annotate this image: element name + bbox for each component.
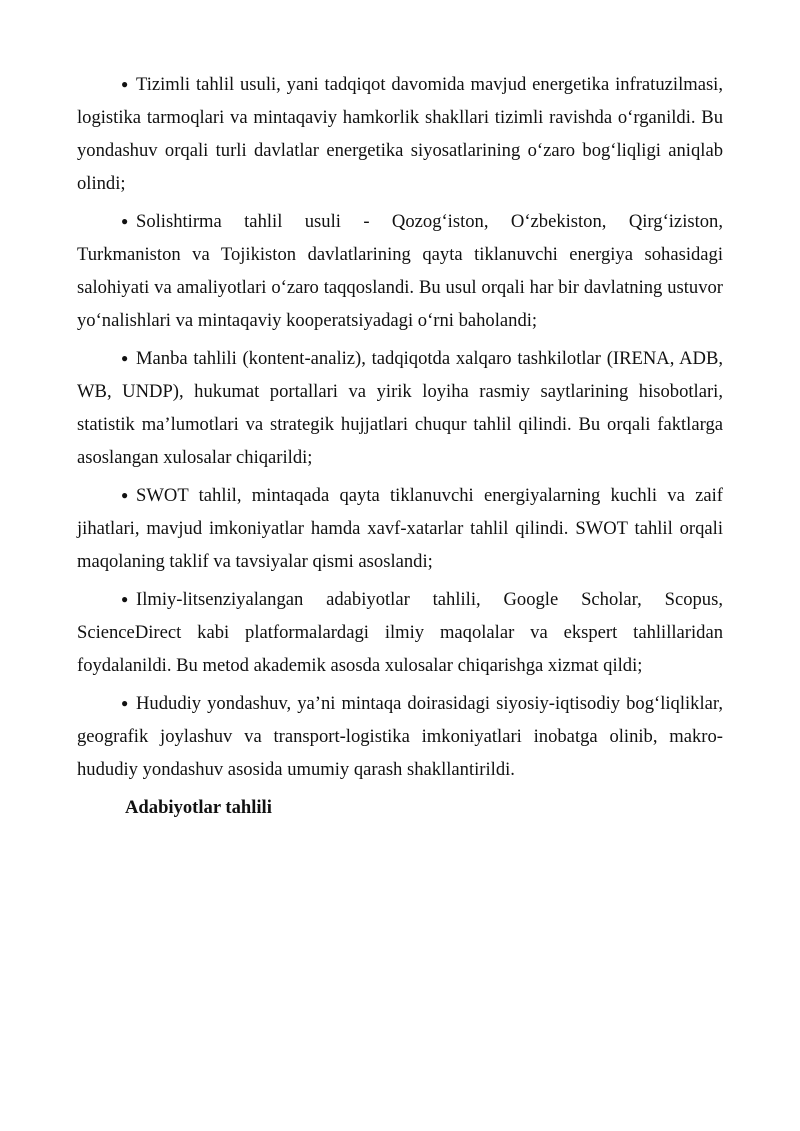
bullet-icon: ● <box>121 488 129 502</box>
bullet-item-text: Solishtirma tahlil usuli - Qozog‘iston, O‘zbekiston, Qirg‘iziston, Turkmaniston va Tojikiston davlatlarining qayta tiklanuvchi energiya sohasidagi salohiyati va amaliyotlari o‘zaro taqqoslandi. Bu usul orqali har bir davlatning ustuvor yo‘nalishlari va mintaqaviy kooperatsiyadagi o‘rni baholandi; <box>77 211 723 331</box>
bullet-item-text: SWOT tahlil, mintaqada qayta tiklanuvchi energiyalarning kuchli va zaif jihatlari, mavjud imkoniyatlar hamda xavf-xatarlar tahlil qilindi. SWOT tahlil orqali maqolaning taklif va tavsiyalar qismi asoslandi; <box>77 485 723 572</box>
bullet-item-literature-analysis <box>77 583 723 682</box>
bullet-item-comparative-analysis <box>77 205 723 337</box>
document-body <box>77 68 723 824</box>
bullet-item-text: Ilmiy-litsenziyalangan adabiyotlar tahlili, Google Scholar, Scopus, ScienceDirect kabi platformalardagi ilmiy maqolalar va ekspert tahlillaridan foydalanildi. Bu metod akademik asosda xulosalar chiqarishga xizmat qildi; <box>77 589 723 676</box>
bullet-icon: ● <box>121 77 129 91</box>
bullet-item-systemic-analysis <box>77 68 723 200</box>
bullet-item-text: Manba tahlili (kontent-analiz), tadqiqotda xalqaro tashkilotlar (IRENA, ADB, WB, UNDP), hukumat portallari va yirik loyiha rasmiy saytlarining hisobotlari, statistik ma’lumotlari va strategik hujjatlari chuqur tahlil qilindi. Bu orqali faktlarga asoslangan xulosalar chiqarildi; <box>77 348 723 468</box>
section-heading: Adabiyotlar tahlili <box>125 797 272 818</box>
bullet-item-text: Tizimli tahlil usuli, yani tadqiqot davomida mavjud energetika infratuzilmasi, logistika tarmoqlari va mintaqaviy hamkorlik shakllari tizimli ravishda o‘rganildi. Bu yondashuv orqali turli davlatlar energetika siyosatlarining o‘zaro bog‘liqligi aniqlab olindi; <box>77 74 723 194</box>
bullet-icon: ● <box>121 351 129 365</box>
bullet-item-regional-approach <box>77 687 723 786</box>
bullet-icon: ● <box>121 696 129 710</box>
bullet-icon: ● <box>121 592 129 606</box>
bullet-item-swot-analysis <box>77 479 723 578</box>
bullet-item-source-analysis <box>77 342 723 474</box>
bullet-icon: ● <box>121 214 129 228</box>
bullet-item-text: Hududiy yondashuv, ya’ni mintaqa doirasidagi siyosiy-iqtisodiy bog‘liqliklar, geografik joylashuv va transport-logistika imkoniyatlari inobatga olinib, makro-hududiy yondashuv asosida umumiy qarash shakllantirildi. <box>77 693 723 780</box>
